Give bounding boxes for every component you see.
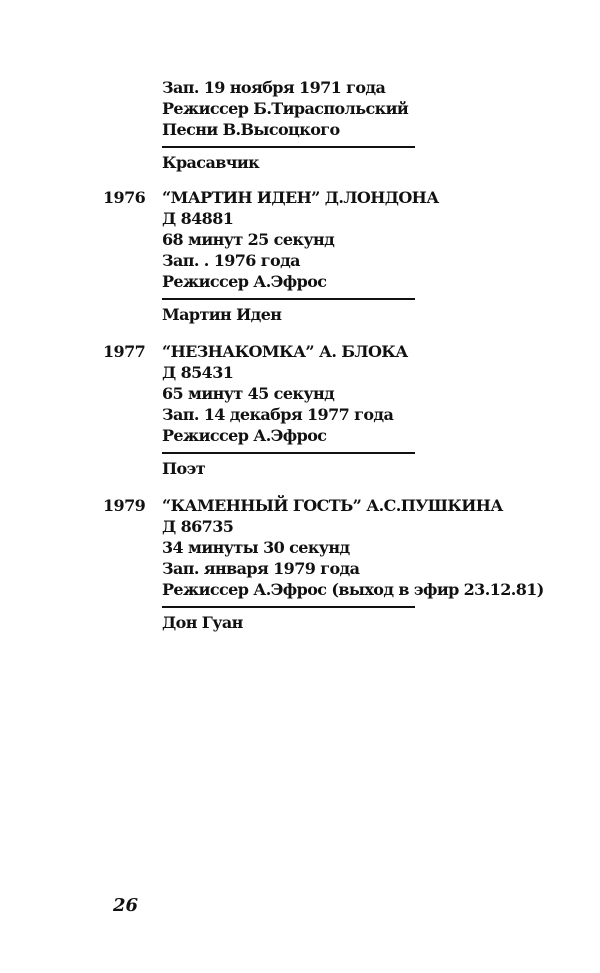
entry-title: “НЕЗНАКОМКА” А. БЛОКА: [162, 342, 408, 361]
director-line: Режиссер А.Эфрос: [162, 426, 327, 445]
entry-year: 1977: [103, 342, 146, 361]
divider-rule: [162, 298, 415, 300]
role-name: Мартин Иден: [162, 305, 282, 324]
duration: 68 минут 25 секунд: [162, 230, 335, 249]
duration: 65 минут 45 секунд: [162, 384, 335, 403]
entry-year: 1979: [103, 496, 146, 515]
recording-date: Зап. января 1979 года: [162, 559, 360, 578]
page-number: 26: [113, 895, 139, 916]
role-name: Поэт: [162, 459, 206, 478]
director-line: Режиссер А.Эфрос (выход в эфир 23.12.81): [162, 580, 544, 599]
duration: 34 минуты 30 секунд: [162, 538, 350, 557]
role-name: Красавчик: [162, 153, 260, 172]
divider-rule: [162, 146, 415, 148]
catalog-number: Д 84881: [162, 209, 234, 228]
recording-date: Зап. 14 декабря 1977 года: [162, 405, 394, 424]
songs-line: Песни В.Высоцкого: [162, 120, 340, 139]
catalog-number: Д 85431: [162, 363, 234, 382]
director-line: Режиссер А.Эфрос: [162, 272, 327, 291]
recording-date: Зап. . 1976 года: [162, 251, 300, 270]
catalog-number: Д 86735: [162, 517, 234, 536]
entry-year: 1976: [103, 188, 146, 207]
entry-title: “МАРТИН ИДЕН” Д.ЛОНДОНА: [162, 188, 439, 207]
entry-title: “КАМЕННЫЙ ГОСТЬ” А.С.ПУШКИНА: [162, 496, 503, 515]
divider-rule: [162, 606, 415, 608]
director-line: Режиссер Б.Тираспольский: [162, 99, 409, 118]
recording-date: Зап. 19 ноября 1971 года: [162, 78, 386, 97]
divider-rule: [162, 452, 415, 454]
role-name: Дон Гуан: [162, 613, 243, 632]
